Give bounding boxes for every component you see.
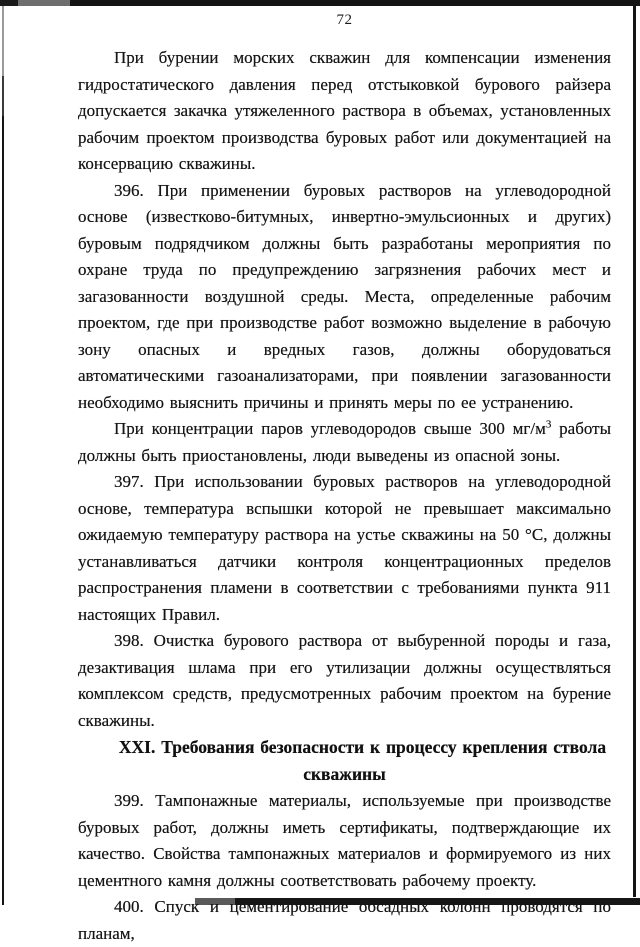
paragraph-396: 396. При применении буровых растворов на углеводородной основе (известково-битумных, инвертно-эмульсионных и других) буровым подрядчиком должны быть разработаны мероприятия по охране труда по предупреждению загрязнения рабочих мест и загазованности воздушной среды. Места, определенные рабочим проектом, где при производстве работ возможно выделение в рабочую зону опасных и вредных газов, должны оборудоваться автоматическими газоанализаторами, при появлении загазованности необходимо выяснить причины и принять меры по ее устранению. bbox=[78, 180, 611, 412]
superscript-cubed: 3 bbox=[545, 418, 552, 431]
paragraph-399: 399. Тампонажные материалы, используемые при производстве буровых работ, должны иметь сертификаты, подтверждающие их качество. Свойства тампонажных материалов и формируемого из них цементного камня должны соответствовать рабочему проекту. bbox=[78, 791, 611, 890]
page-number: 72 bbox=[336, 12, 353, 28]
paragraph-398: 398. Очистка бурового раствора от выбуренной породы и газа, дезактивация шлама при его утилизации должны осуществляться комплексом средств, предусмотренных рабочим проектом на бурение скважины. bbox=[78, 631, 611, 730]
paragraph-hydrocarbon-text-before: При концентрации паров углеводородов свыше 300 мг/м bbox=[114, 419, 546, 438]
paragraph-397: 397. При использовании буровых растворов на углеводородной основе, температура вспышки которой не превышает максимально ожидаемую температуру раствора на устье скважины на 50 °С, должны устанавливаться датчики контроля концентрационных пределов распространения пламени в соответствии с требованиями пункта 911 настоящих Правил. bbox=[78, 472, 611, 624]
scan-edge-right bbox=[633, 0, 636, 897]
paragraph-intro: При бурении морских скважин для компенсации изменения гидростатического давления перед отстыковкой бурового райзера допускается закачка утяжеленного раствора в объемах, установленных рабочим проектом производства буровых работ или документацией на консервацию скважины. bbox=[78, 48, 611, 173]
scan-edge-left bbox=[2, 6, 4, 905]
scan-edge-top bbox=[0, 0, 640, 6]
paragraph-400: 400. Спуск и цементирование обсадных колонн проводятся по планам, bbox=[78, 897, 611, 943]
section-heading-xxi: XXI. Требования безопасности к процессу крепления ствола скважины bbox=[118, 737, 607, 784]
paragraph-hydrocarbon-limit bbox=[78, 416, 611, 469]
document-body bbox=[78, 45, 611, 947]
paragraph-hydrocarbon-text-after: работы должны быть приостановлены, люди выведены из опасной зоны. bbox=[78, 419, 611, 465]
